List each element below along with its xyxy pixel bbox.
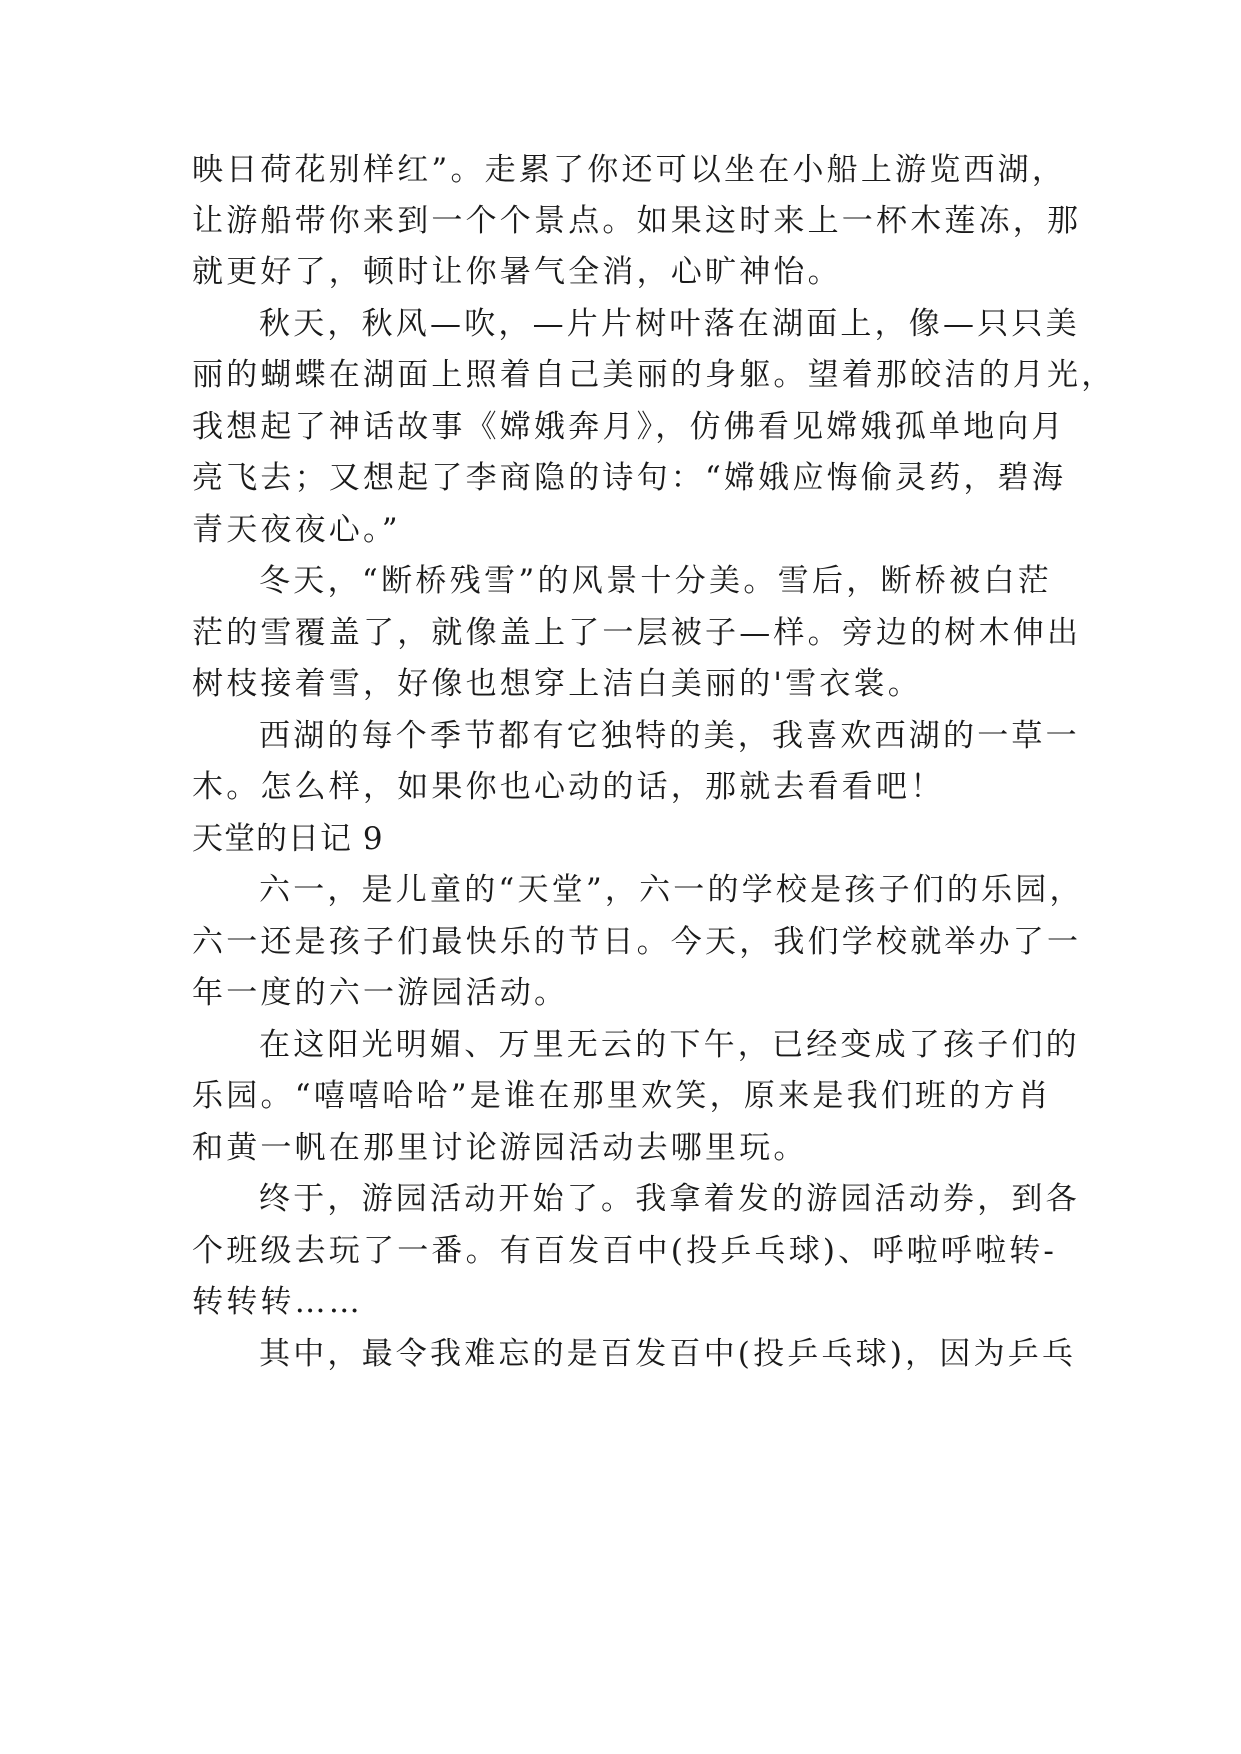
text-line: 年一度的六一游园活动。 [192, 975, 569, 1011]
text-line: 六一还是孩子们最快乐的节日。今天，我们学校就举办了一 [192, 924, 1082, 960]
text-line: 和黄一帆在那里讨论游园活动去哪里玩。 [192, 1130, 808, 1166]
text-line: 茫的雪覆盖了，就像盖上了一层被子—样。旁边的树木伸出 [192, 615, 1082, 651]
text-line: 终于，游园活动开始了。我拿着发的游园活动券，到各 [259, 1181, 1080, 1217]
text-line: 六一，是儿童的“天堂”，六一的学校是孩子们的乐园， [259, 872, 1084, 908]
text-line: 映日荷花别样红”。走累了你还可以坐在小船上游览西湖， [192, 152, 1067, 188]
text-line: 个班级去玩了一番。有百发百中(投乒乓球)、呼啦呼啦转- [192, 1233, 1058, 1269]
text-line: 秋天，秋风—吹，—片片树叶落在湖面上，像—只只美 [259, 306, 1080, 342]
text-line: 在这阳光明媚、万里无云的下午，已经变成了孩子们的 [259, 1027, 1080, 1063]
text-line: 转转转…… [192, 1284, 363, 1320]
text-line: 亮飞去；又想起了李商隐的诗句：“嫦娥应悔偷灵药，碧海 [192, 460, 1067, 496]
text-line: 就更好了，顿时让你暑气全消，心旷神怡。 [192, 254, 842, 290]
text-line: 冬天，“断桥残雪”的风景十分美。雪后，断桥被白茫 [259, 563, 1052, 599]
text-line: 我想起了神话故事《嫦娥奔月》，仿佛看见嫦娥孤单地向月 [192, 409, 1066, 445]
text-line: 树枝接着雪，好像也想穿上洁白美丽的'雪衣裳。 [192, 666, 922, 702]
text-line: 木。怎么样，如果你也心动的话，那就去看看吧！ [192, 769, 945, 805]
section-heading: 天堂的日记 9 [192, 821, 384, 857]
text-line: 丽的蝴蝶在湖面上照着自己美丽的身躯。望着那皎洁的月光， [192, 357, 1116, 393]
text-line: 其中，最令我难忘的是百发百中(投乒乓球)，因为乒乓 [259, 1336, 1077, 1372]
text-line: 乐园。“嘻嘻哈哈”是谁在那里欢笑，原来是我们班的方肖 [192, 1078, 1052, 1114]
text-line: 西湖的每个季节都有它独特的美，我喜欢西湖的一草一 [259, 718, 1080, 754]
text-line: 让游船带你来到一个个景点。如果这时来上一杯木莲冻，那 [192, 203, 1082, 239]
text-line: 青天夜夜心。” [192, 512, 401, 548]
